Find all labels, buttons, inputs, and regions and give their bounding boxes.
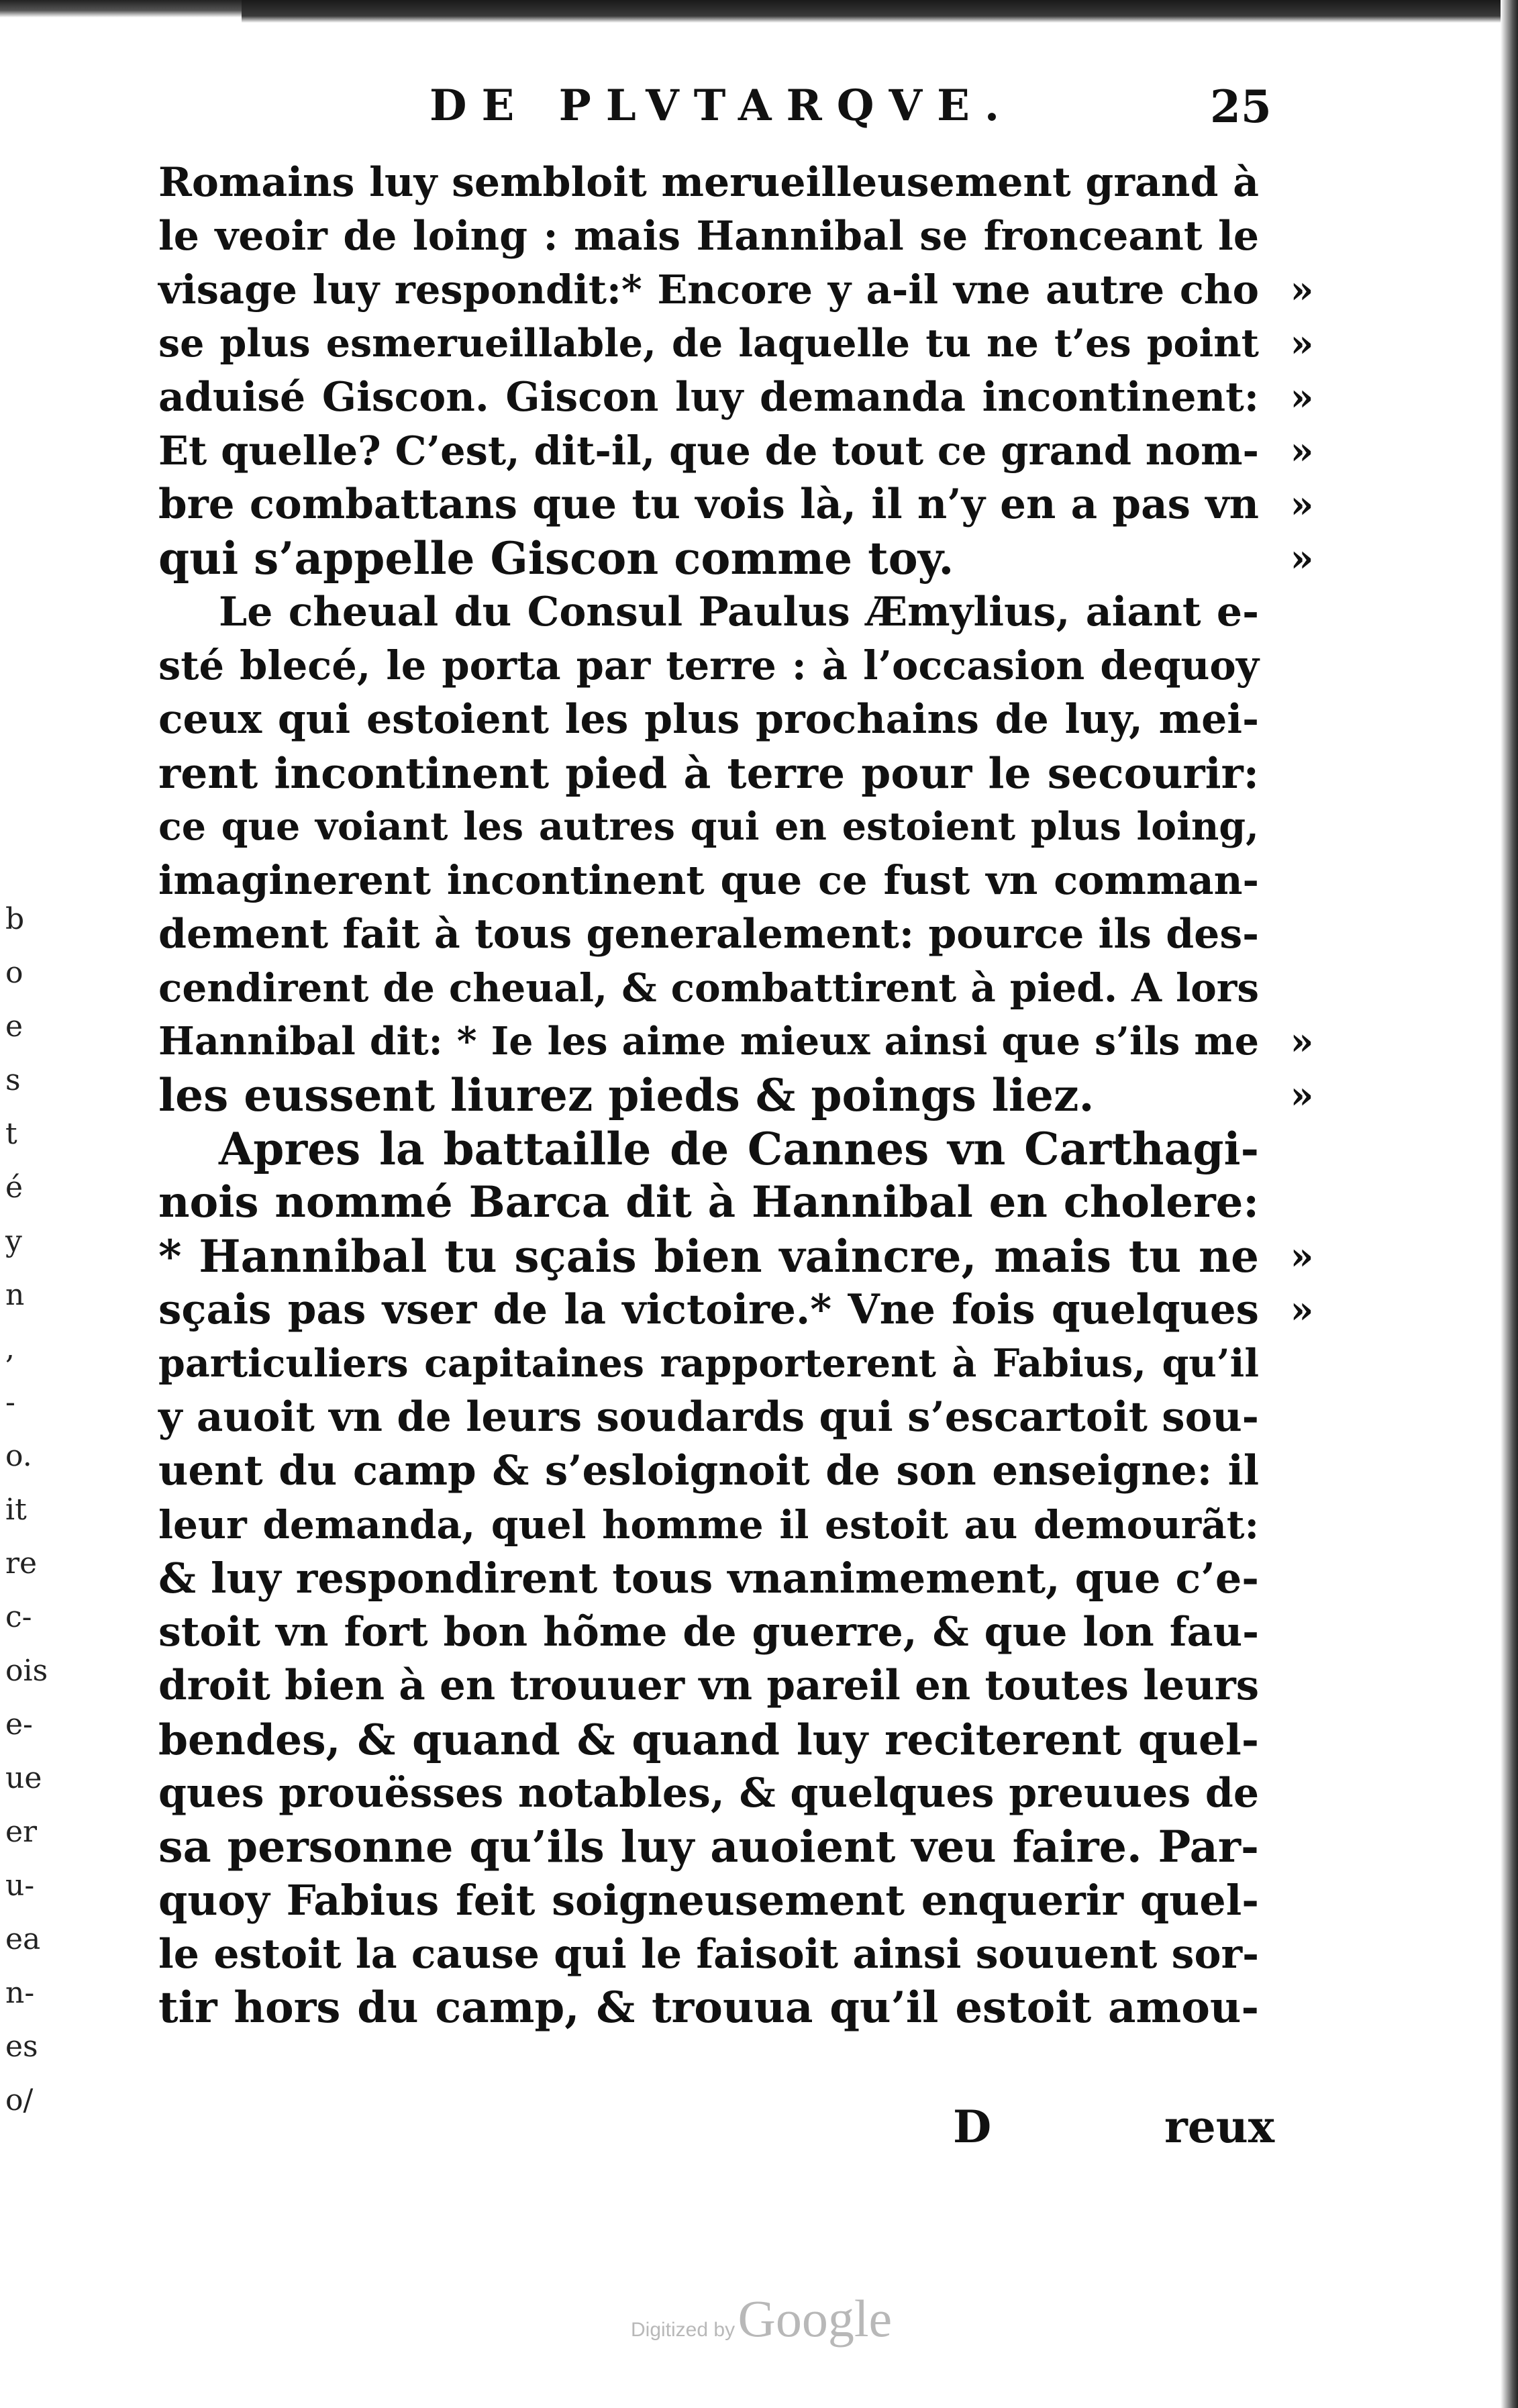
- text-line: Romains luy sembloit merueilleusement grand à: [158, 159, 1259, 206]
- text-line: stoit vn fort bon hõme de guerre, & que lon fau-: [158, 1609, 1259, 1656]
- margin-fragment: re: [5, 1546, 38, 1581]
- text-line: Apres la battaille de Cannes vn Carthagi-: [219, 1123, 1259, 1175]
- quote-mark: »: [1290, 1234, 1314, 1278]
- text-line: imaginerent incontinent que ce fust vn comman-: [158, 857, 1259, 903]
- quote-mark: »: [1290, 321, 1314, 366]
- text-line: bendes, & quand & quand luy reciterent quel-: [158, 1715, 1259, 1764]
- margin-fragment: e-: [5, 1707, 33, 1742]
- margin-fragment: o.: [5, 1439, 32, 1473]
- text-line: droit bien à en trouuer vn pareil en toutes leurs: [158, 1662, 1260, 1709]
- text-line: le estoit la cause qui le faisoit ainsi souuent sor-: [158, 1931, 1259, 1978]
- catchword: reux: [1164, 2101, 1275, 2153]
- running-head: DE PLVTARQVE.: [429, 81, 1015, 131]
- text-line: visage luy respondit:* Encore y a-il vne autre cho: [158, 266, 1259, 313]
- text-line: Et quelle? C’est, dit-il, que de tout ce grand nom-: [158, 428, 1259, 474]
- text-line: ques prouësses notables, & quelques preuues de: [158, 1770, 1259, 1817]
- margin-fragment: y: [5, 1224, 22, 1258]
- quote-mark: »: [1290, 483, 1314, 527]
- margin-fragment: e: [5, 1009, 23, 1044]
- text-line: cendirent de cheual, & combattirent à pied. A lors: [158, 965, 1259, 1011]
- margin-fragment: n-: [5, 1976, 35, 2010]
- text-line: sa personne qu’ils luy auoient veu faire. Par-: [158, 1821, 1259, 1872]
- quote-mark: »: [1290, 1288, 1314, 1332]
- text-line: sçais pas vser de la victoire.* Vne fois quelques: [158, 1286, 1259, 1334]
- margin-fragment: c-: [5, 1600, 32, 1634]
- margin-fragment: it: [5, 1493, 27, 1527]
- margin-fragment: b: [5, 902, 25, 936]
- text-line: & luy respondirent tous vnanimement, que c’e-: [158, 1554, 1259, 1603]
- quote-mark: »: [1290, 536, 1314, 581]
- digitized-prefix: Digitized by: [631, 2319, 736, 2341]
- text-line: Le cheual du Consul Paulus Æmylius, aiant e-: [219, 589, 1259, 636]
- text-line: particuliers capitaines rapporterent à Fabius, qu’il: [158, 1341, 1259, 1386]
- margin-fragment: é: [5, 1170, 23, 1205]
- text-line: aduisé Giscon. Giscon luy demanda incontinent:: [158, 374, 1259, 421]
- text-line: tir hors du camp, & trouua qu’il estoit amou-: [158, 1983, 1259, 2033]
- margin-fragment: n: [5, 1278, 25, 1312]
- quote-mark: »: [1290, 1019, 1314, 1064]
- text-line: leur demanda, quel homme il estoit au demourãt:: [158, 1502, 1259, 1548]
- margin-fragment: ue: [5, 1761, 42, 1795]
- digitized-by-google: [631, 2289, 892, 2349]
- quote-mark: »: [1290, 268, 1314, 312]
- margin-fragment: t: [5, 1117, 17, 1151]
- margin-fragment: ois: [5, 1654, 48, 1688]
- text-line: bre combattans que tu vois là, il n’y en a pas vn: [158, 481, 1259, 528]
- text-line: sté blecé, le porta par terre : à l’occasion dequoy: [158, 642, 1259, 689]
- margin-fragment: o/: [5, 2083, 34, 2117]
- margin-fragment: ,: [5, 1332, 15, 1366]
- text-line: nois nommé Barca dit à Hannibal en cholere:: [158, 1177, 1259, 1227]
- quote-mark: »: [1290, 429, 1314, 473]
- text-line: dement fait à tous generalement: pource ils des-: [158, 911, 1259, 958]
- text-line: rent incontinent pied à terre pour le secourir:: [158, 748, 1259, 798]
- page-header: [429, 81, 1302, 141]
- page-right-shadow: [1501, 0, 1518, 2408]
- text-line: uent du camp & s’esloignoit de son enseigne: il: [158, 1447, 1259, 1495]
- signature-mark: D: [953, 2101, 992, 2153]
- margin-fragment: ea: [5, 1922, 41, 1956]
- quote-mark: »: [1290, 1073, 1314, 1117]
- text-line: ceux qui estoient les plus prochains de luy, mei-: [158, 696, 1259, 743]
- text-line: les eussent liurez pieds & poings liez.: [158, 1069, 1095, 1121]
- text-line: qui s’appelle Giscon comme toy.: [158, 532, 954, 585]
- margin-fragment: es: [5, 2029, 38, 2064]
- margin-fragment: s: [5, 1063, 21, 1097]
- text-line: quoy Fabius feit soigneusement enquerir quel-: [158, 1876, 1259, 1925]
- text-line: se plus esmerueillable, de laquelle tu ne t’es point: [158, 321, 1259, 366]
- text-line: le veoir de loing : mais Hannibal se fronceant le: [158, 213, 1259, 260]
- text-line: * Hannibal tu sçais bien vaincre, mais tu ne: [158, 1230, 1259, 1283]
- page-top-shadow-dark: [242, 0, 1517, 23]
- quote-mark: »: [1290, 375, 1314, 419]
- page-number: 25: [1210, 81, 1272, 133]
- text-line: Hannibal dit: * Ie les aime mieux ainsi que s’ils me: [158, 1019, 1259, 1064]
- text-line: ce que voiant les autres qui en estoient plus loing,: [158, 804, 1259, 849]
- margin-fragment: er: [5, 1815, 38, 1849]
- margin-fragment: u-: [5, 1868, 35, 1903]
- google-logo: Google: [738, 2289, 893, 2348]
- left-margin-fragments: [5, 893, 52, 2127]
- text-line: y auoit vn de leurs soudards qui s’escartoit sou-: [158, 1393, 1259, 1441]
- margin-fragment: -: [5, 1385, 15, 1419]
- margin-fragment: o: [5, 956, 23, 990]
